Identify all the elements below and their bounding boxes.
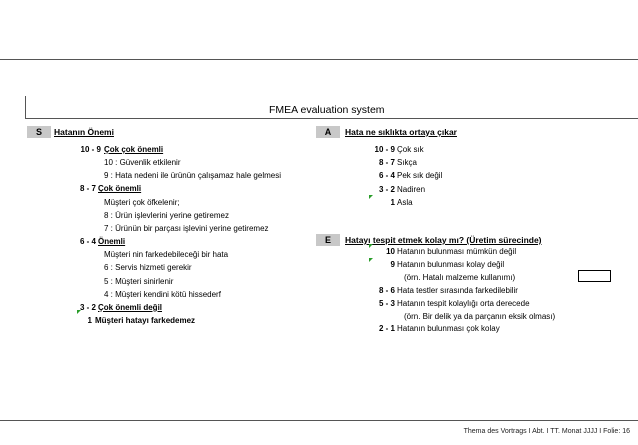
- title-underline: [25, 118, 638, 119]
- row-score: 1: [87, 315, 92, 325]
- note-marker: [77, 310, 81, 314]
- row-description: 8 : Ürün işlevlerini yerine getiremez: [104, 210, 229, 220]
- row-score: 3 - 2: [378, 184, 395, 194]
- row-description: (örn. Hatalı malzeme kullanımı): [404, 272, 516, 282]
- row-description: Hata testler sırasında farkedilebilir: [397, 285, 518, 295]
- top-divider: [0, 59, 638, 60]
- row-description: Çok çok önemli: [104, 145, 164, 154]
- note-marker: [369, 244, 373, 248]
- footer-divider: [0, 420, 638, 421]
- badge-s: S: [27, 126, 51, 138]
- row-score: 10: [386, 247, 395, 256]
- row-description: Çok sık: [397, 145, 424, 154]
- row-description: 6 : Servis hizmeti gerekir: [104, 263, 192, 273]
- section-e-heading: Hatayı tespit etmek kolay mı? (Üretim sürecinde): [345, 235, 542, 245]
- row-description: 7 : Ürünün bir parçası işlevini yerine getiremez: [104, 223, 269, 233]
- badge-a: A: [316, 126, 340, 138]
- row-score: 5 - 3: [378, 298, 395, 308]
- row-score: 9: [390, 259, 395, 269]
- row-score: 8 - 7: [79, 184, 96, 194]
- row-description: Müşteri nin farkedebileceği bir hata: [104, 250, 229, 260]
- row-description: Hatanın bulunması kolay değil: [397, 259, 505, 269]
- note-marker: [369, 258, 373, 262]
- row-description: Hatanın bulunması çok kolay: [397, 324, 500, 334]
- row-score: 6 - 4: [378, 171, 395, 181]
- row-description: Pek sık değil: [397, 171, 443, 181]
- row-description: 4 : Müşteri kendini kötü hissederf: [104, 289, 221, 299]
- row-score: 1: [390, 197, 395, 207]
- row-description: Hatanın bulunması mümkün değil: [397, 247, 517, 256]
- section-s-heading: Hatanın Önemi: [54, 127, 114, 137]
- left-vertical-rule: [25, 96, 26, 118]
- row-description: Müşteri hatayı farkedemez: [95, 315, 196, 325]
- row-score: 6 - 4: [79, 237, 96, 247]
- footer-text: Thema des Vortrags I Abt. I TT. Monat JJJJ I Folie: 16: [463, 428, 630, 435]
- row-description: Çok önemli: [98, 184, 142, 194]
- row-description: Müşteri çok öfkelenir;: [104, 197, 180, 207]
- note-marker: [369, 195, 373, 199]
- section-a-heading: Hata ne sıklıkta ortaya çıkar: [345, 127, 457, 137]
- row-score: 10 - 9: [80, 145, 101, 154]
- empty-box: [578, 270, 611, 282]
- row-description: Sıkça: [397, 158, 418, 168]
- row-score: 3 - 2: [79, 302, 96, 312]
- row-description: Nadiren: [397, 184, 426, 194]
- badge-e: E: [316, 234, 340, 246]
- row-score: 8 - 7: [378, 158, 395, 168]
- row-description: Önemli: [98, 237, 126, 247]
- row-description: Hatanın tespit kolaylığı orta derecede: [397, 298, 530, 308]
- row-score: 2 - 1: [378, 324, 395, 334]
- row-score: 8 - 6: [378, 285, 395, 295]
- row-description: Asla: [397, 197, 413, 207]
- row-score: 10 - 9: [374, 145, 395, 154]
- page-title: FMEA evaluation system: [269, 104, 385, 116]
- row-description: 10 : Güvenlik etkilenir: [104, 158, 181, 168]
- row-description: 5 : Müşteri sinirlenir: [104, 276, 174, 286]
- row-description: (örn. Bir delik ya da parçanın eksik olması): [404, 311, 556, 321]
- row-description: 9 : Hata nedeni ile ürünün çalışamaz hale gelmesi: [104, 171, 281, 181]
- row-description: Çok önemli değil: [98, 302, 163, 312]
